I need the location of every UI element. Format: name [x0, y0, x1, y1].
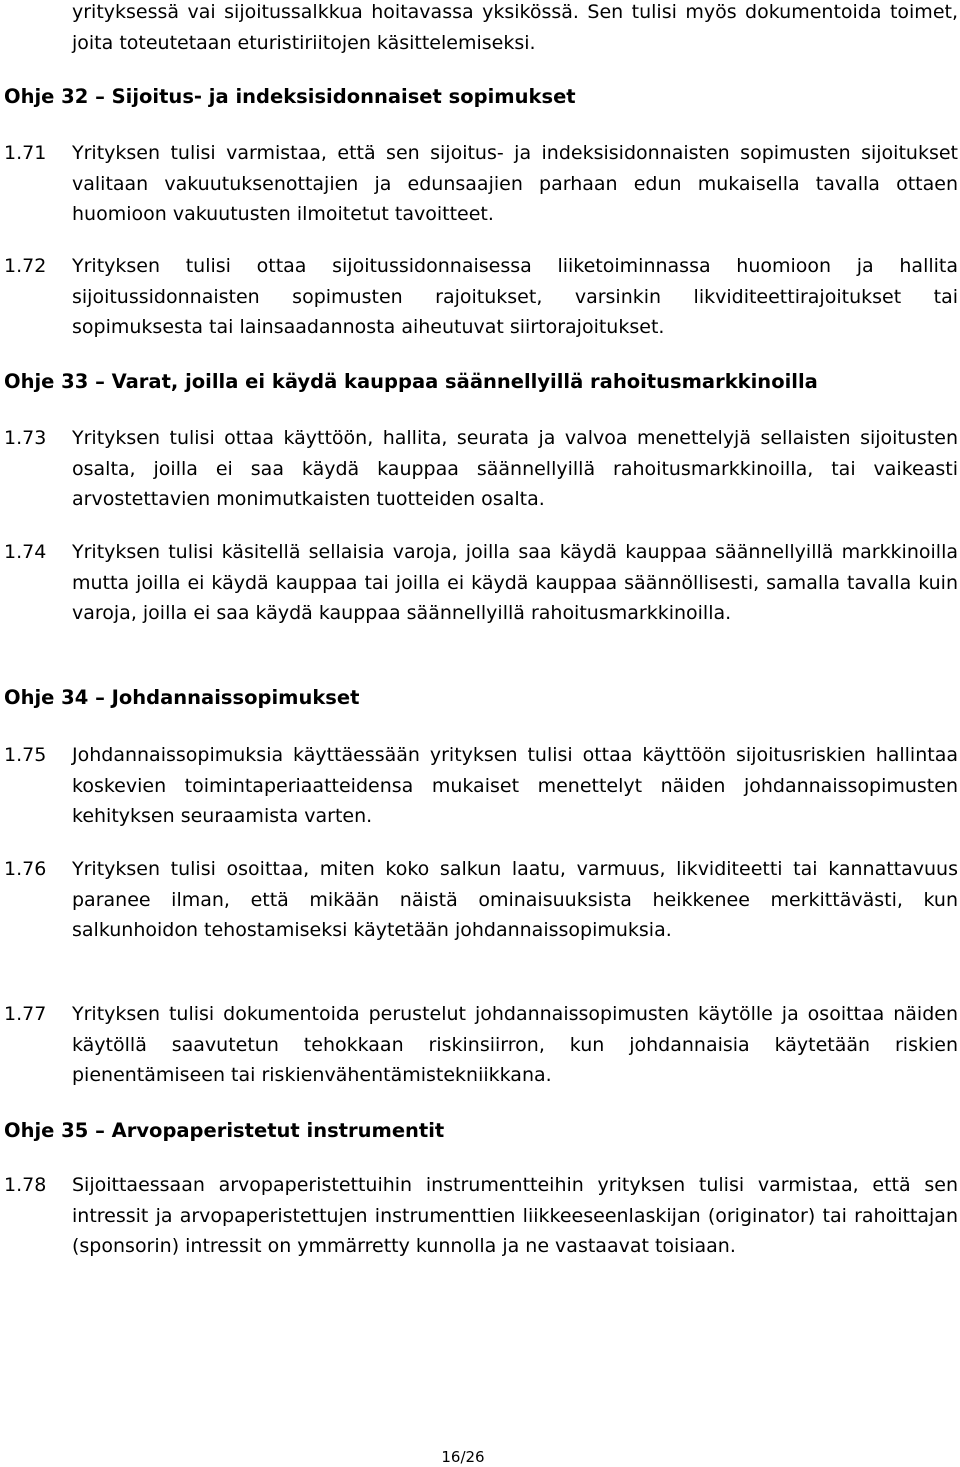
section-heading-ohje-32: Ohje 32 – Sijoitus- ja indeksisidonnaiset sopimukset: [4, 85, 576, 108]
paragraph-text: Yrityksen tulisi ottaa sijoitussidonnaisessa liiketoiminnassa huomioon ja hallita sijoitussidonnaisten sopimusten rajoitukset, varsinkin likviditeettirajoitukset tai sopimuksesta tai lainsaadannosta aiheutuvat siirtorajoitukset.: [72, 255, 958, 338]
paragraph-text: Yrityksen tulisi dokumentoida perustelut johdannaissopimusten käytölle ja osoittaa näiden käytöllä saavutetun tehokkaan riskinsiirron, kun johdannaisia käytetään riskien pienentämiseen tai riskienvähentämistekniikkana.: [72, 1003, 958, 1086]
paragraph-number: 1.76: [4, 858, 47, 880]
continuation-text: [4, 0, 958, 58]
paragraph-text: Johdannaissopimuksia käyttäessään yrityksen tulisi ottaa käyttöön sijoitusriskien hallintaa koskevien toimintaperiaatteidensa mukaiset menettelyt näiden johdannaissopimusten kehityksen seuraamista varten.: [72, 744, 958, 827]
paragraph-1-78: [4, 1170, 958, 1262]
paragraph-number: 1.73: [4, 427, 47, 449]
paragraph-number: 1.71: [4, 142, 47, 164]
paragraph-text: Yrityksen tulisi käsitellä sellaisia varoja, joilla saa käydä kauppaa säännellyillä markkinoilla mutta joilla ei käydä kauppaa tai joilla ei käydä kauppaa säännöllisesti, samalla tavalla kuin varoja, joilla ei saa käydä kauppaa säännellyillä rahoitusmarkkinoilla.: [72, 541, 958, 624]
paragraph-1-75: [4, 740, 958, 832]
paragraph-1-74: [4, 537, 958, 629]
section-heading-ohje-35: Ohje 35 – Arvopaperistetut instrumentit: [4, 1119, 445, 1142]
paragraph-1-72: [4, 251, 958, 343]
paragraph-text: Yrityksen tulisi ottaa käyttöön, hallita, seurata ja valvoa menettelyjä sellaisten sijoitusten osalta, joilla ei saa käydä kauppaa säännellyillä rahoitusmarkkinoilla, tai vaikeasti arvostettavien monimutkaisten tuotteiden osalta.: [72, 427, 958, 510]
page-number: 16/26: [441, 1448, 485, 1466]
paragraph-number: 1.75: [4, 744, 47, 766]
paragraph-1-73: [4, 423, 958, 515]
paragraph-text: Sijoittaessaan arvopaperistettuihin instrumentteihin yrityksen tulisi varmistaa, että sen intressit ja arvopaperistettujen instrumenttien liikkeeseenlaskijan (originator) tai rahoittajan (sponsorin) intressit on ymmärretty kunnolla ja ne vastaavat toisiaan.: [72, 1174, 958, 1257]
paragraph-text: Yrityksen tulisi varmistaa, että sen sijoitus- ja indeksisidonnaisten sopimusten sijoitukset valitaan vakuutuksenottajien ja edunsaajien parhaan edun mukaisella tavalla ottaen huomioon vakuutusten ilmoitetut tavoitteet.: [72, 142, 958, 225]
paragraph-text: Yrityksen tulisi osoittaa, miten koko salkun laatu, varmuus, likviditeetti tai kannattavuus paranee ilman, että mikään näistä ominaisuuksista heikkenee merkittävästi, kun salkunhoidon tehostamiseksi käytetään johdannaissopimuksia.: [72, 858, 958, 941]
section-heading-ohje-34: Ohje 34 – Johdannaissopimukset: [4, 686, 360, 709]
paragraph-1-71: [4, 138, 958, 230]
paragraph-number: 1.74: [4, 541, 47, 563]
paragraph-1-76: [4, 854, 958, 946]
paragraph-number: 1.72: [4, 255, 47, 277]
paragraph-number: 1.77: [4, 1003, 47, 1025]
paragraph-number: 1.78: [4, 1174, 47, 1196]
section-heading-ohje-33: Ohje 33 – Varat, joilla ei käydä kauppaa säännellyillä rahoitusmarkkinoilla: [4, 370, 818, 393]
paragraph-1-77: [4, 999, 958, 1091]
continuation-paragraph: yrityksessä vai sijoitussalkkua hoitavassa yksikössä. Sen tulisi myös dokumentoida toimet, joita toteutetaan eturistiriitojen käsittelemiseksi.: [72, 1, 958, 54]
